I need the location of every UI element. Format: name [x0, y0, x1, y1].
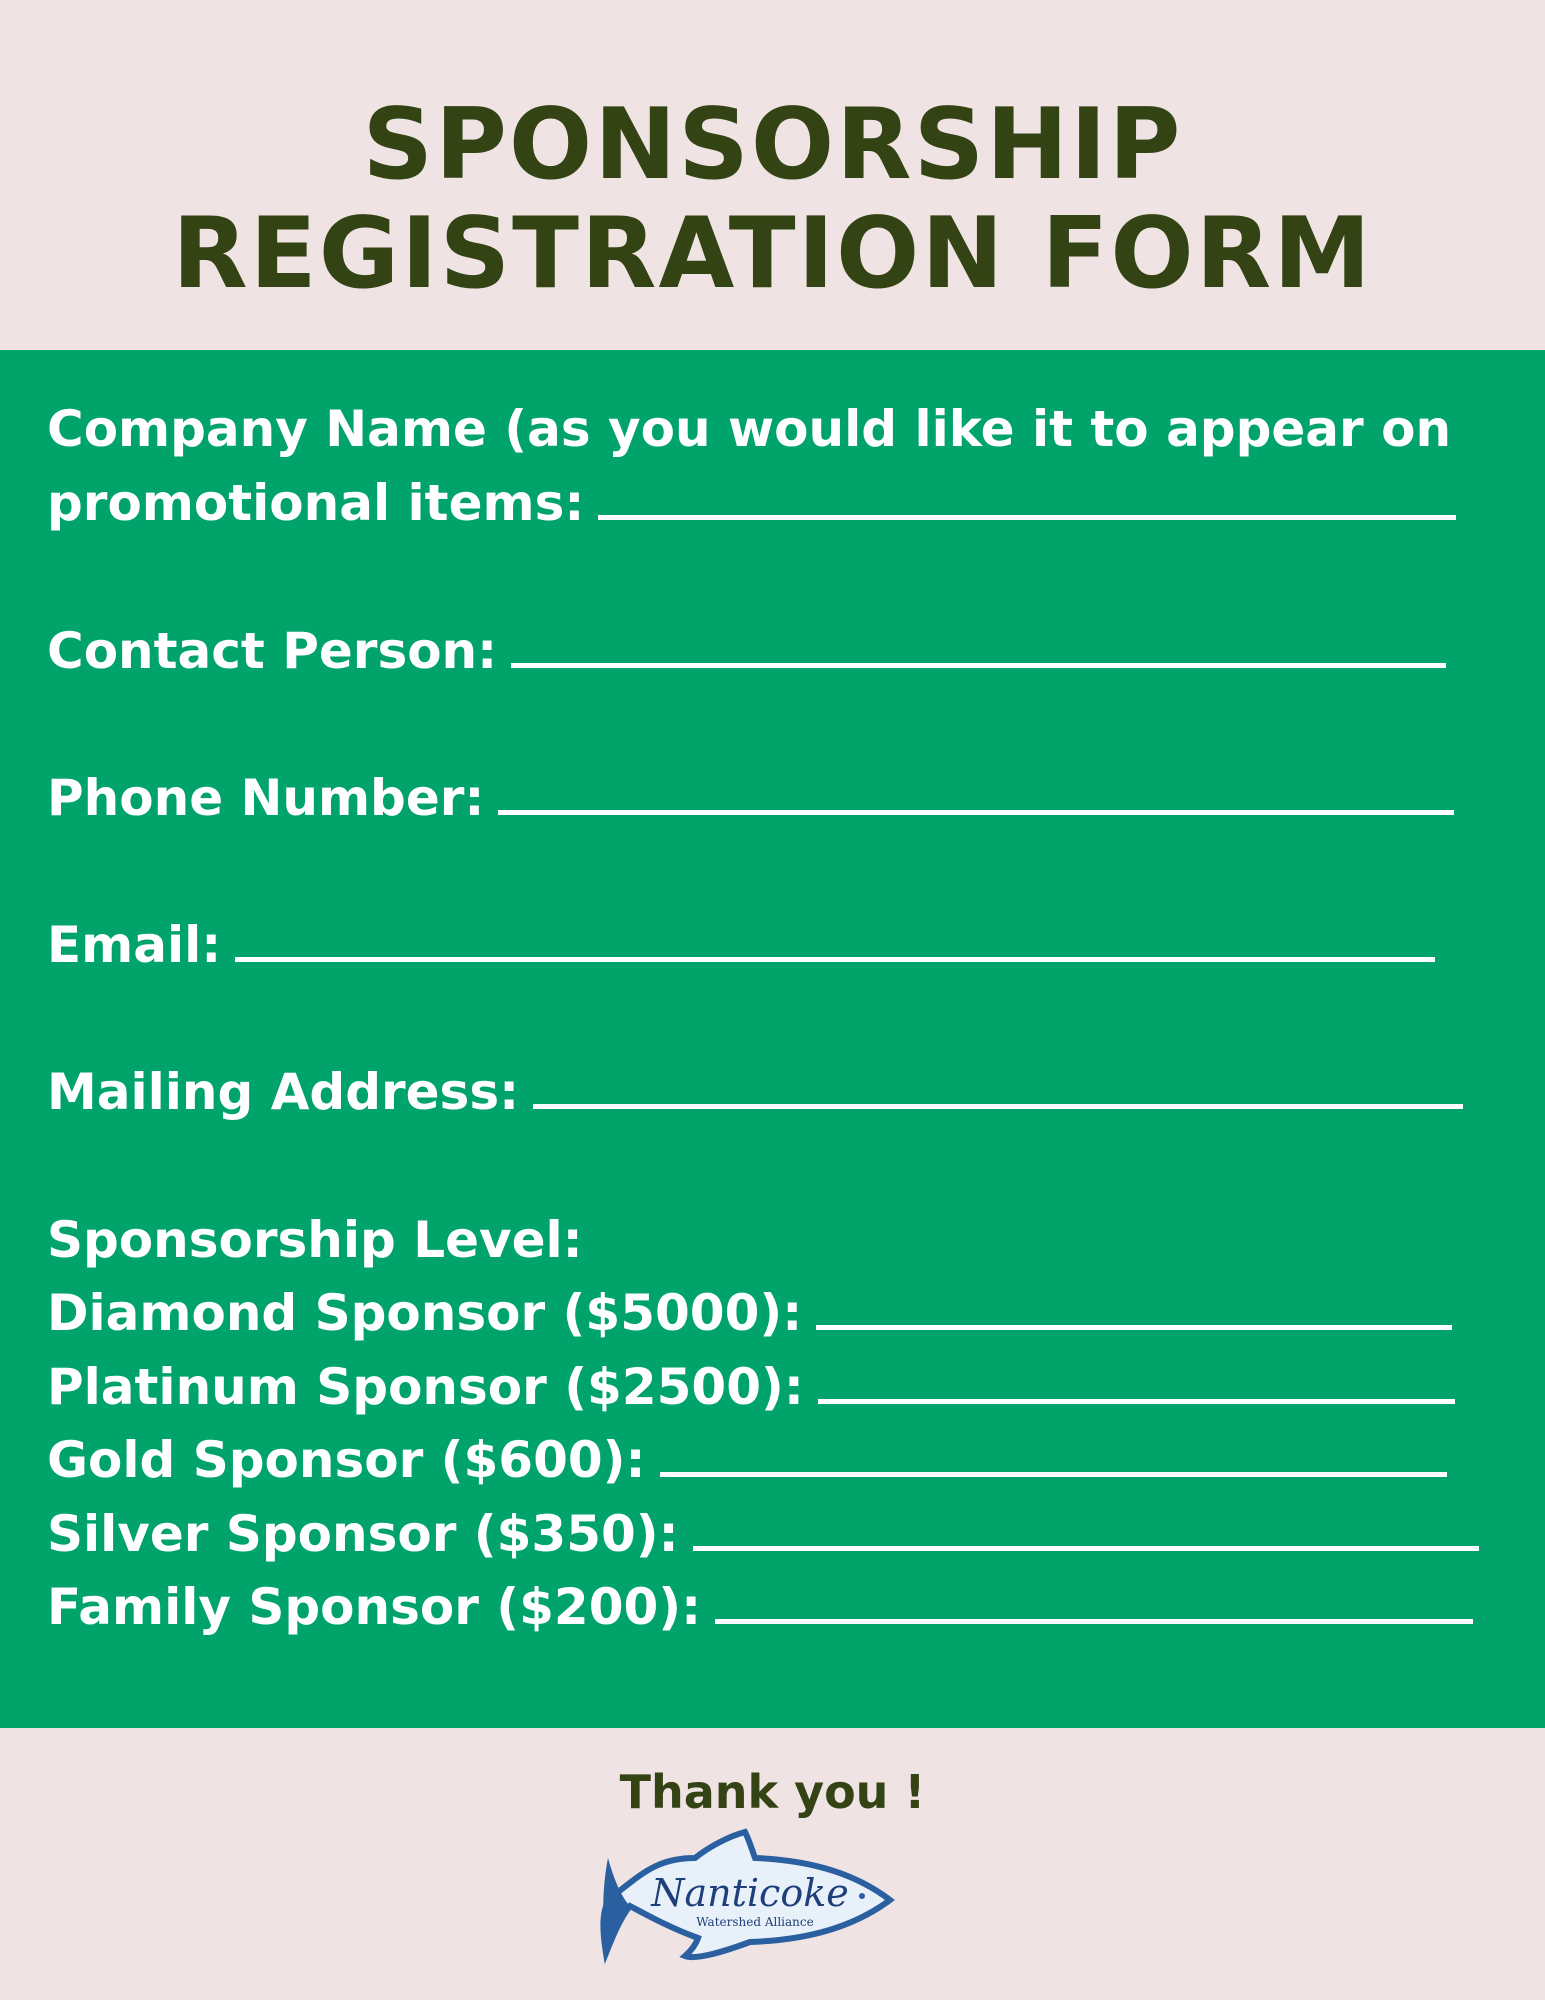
- family-sponsor-label: Family Sponsor ($200):: [47, 1578, 702, 1636]
- phone-number-blank[interactable]: [498, 768, 1454, 815]
- fish-eye-icon: [859, 1893, 865, 1899]
- phone-number-label: Phone Number:: [47, 769, 485, 827]
- email-field: [47, 908, 1435, 982]
- mailing-address-label: Mailing Address:: [47, 1063, 520, 1121]
- silver-sponsor-label: Silver Sponsor ($350):: [47, 1505, 679, 1563]
- gold-sponsor-field: [47, 1423, 1447, 1497]
- company-name-label-line-1: [47, 392, 1451, 466]
- silver-sponsor-field: [47, 1497, 1479, 1571]
- page-title-line-1: SPONSORSHIP: [362, 88, 1183, 202]
- thank-you-text: Thank you !: [619, 1765, 926, 1819]
- platinum-sponsor-blank[interactable]: [818, 1357, 1455, 1404]
- email-label: Email:: [47, 916, 222, 974]
- company-name-label-text: Company Name (as you would like it to appear on: [47, 400, 1452, 458]
- family-sponsor-field: [47, 1570, 1473, 1644]
- contact-person-label: Contact Person:: [47, 622, 498, 680]
- logo-name: Nanticoke: [651, 1871, 849, 1915]
- page-title-line-2: REGISTRATION FORM: [172, 197, 1373, 311]
- company-name-field: [47, 466, 1456, 540]
- contact-person-field: [47, 614, 1446, 688]
- gold-sponsor-blank[interactable]: [660, 1430, 1447, 1477]
- form-panel: [0, 350, 1545, 1728]
- family-sponsor-blank[interactable]: [715, 1577, 1473, 1624]
- logo-subtitle: Watershed Alliance: [696, 1915, 814, 1929]
- nanticoke-logo: [600, 1828, 900, 1968]
- contact-person-blank[interactable]: [511, 621, 1446, 668]
- silver-sponsor-blank[interactable]: [693, 1504, 1479, 1551]
- mailing-address-blank[interactable]: [533, 1062, 1463, 1109]
- platinum-sponsor-label: Platinum Sponsor ($2500):: [47, 1358, 804, 1416]
- gold-sponsor-label: Gold Sponsor ($600):: [47, 1431, 646, 1489]
- email-blank[interactable]: [235, 915, 1435, 962]
- mailing-address-field: [47, 1055, 1463, 1129]
- platinum-sponsor-field: [47, 1350, 1455, 1424]
- diamond-sponsor-label: Diamond Sponsor ($5000):: [47, 1284, 803, 1342]
- header: [0, 0, 1545, 350]
- fish-tail-icon: [603, 1858, 630, 1953]
- company-name-label-line-2: promotional items:: [47, 474, 585, 532]
- company-name-blank[interactable]: [598, 473, 1456, 520]
- diamond-sponsor-blank[interactable]: [816, 1283, 1452, 1330]
- diamond-sponsor-field: [47, 1276, 1452, 1350]
- sponsorship-level-heading: [47, 1203, 583, 1277]
- phone-number-field: [47, 761, 1454, 835]
- sponsorship-level-label: Sponsorship Level:: [47, 1211, 583, 1269]
